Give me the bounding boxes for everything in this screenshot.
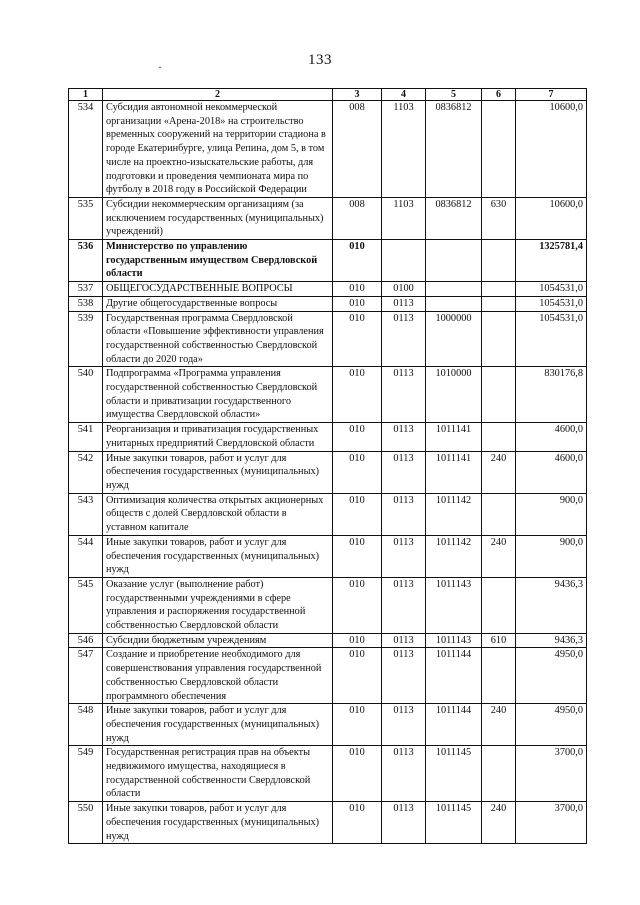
table-row (69, 746, 587, 802)
header-col-4: 4 (382, 89, 426, 101)
row-amount-cell: 4600,0 (516, 451, 587, 493)
header-col-2: 2 (103, 89, 333, 101)
row-section-code-cell: 0100 (382, 282, 426, 297)
row-section-code-cell: 0113 (382, 535, 426, 577)
header-col-5: 5 (426, 89, 482, 101)
row-target-article-cell: 1000000 (426, 311, 482, 367)
row-name-cell: Субсидия автономной некоммерческой организации «Арена-2018» на строительство временных сооружений на территории стадиона в городе Екатеринбурге, улица Репина, дом 5, в том числе на проектно-изыскательские работы, для подготовки и проведения чемпионата мира по футболу в 2018 году в Российской Федерации (103, 101, 333, 198)
row-name-cell: Субсидии некоммерческим организациям (за исключением государственных (муниципальных) учреждений) (103, 197, 333, 239)
row-number-cell: 546 (69, 633, 103, 648)
row-ministry-code-cell: 008 (333, 101, 382, 198)
row-expense-type-cell (482, 648, 516, 704)
row-number-cell: 536 (69, 240, 103, 282)
row-ministry-code-cell: 010 (333, 423, 382, 451)
row-name-cell: Подпрограмма «Программа управления государственной собственностью Свердловской области и приватизации государственного имущества Свердловской области» (103, 367, 333, 423)
row-target-article-cell (426, 296, 482, 311)
row-name-cell: Иные закупки товаров, работ и услуг для обеспечения государственных (муниципальных) нужд (103, 802, 333, 844)
row-amount-cell: 4950,0 (516, 648, 587, 704)
row-amount-cell: 1325781,4 (516, 240, 587, 282)
row-name-cell: Министерство по управлению государственным имуществом Свердловской области (103, 240, 333, 282)
row-expense-type-cell: 240 (482, 535, 516, 577)
header-col-1: 1 (69, 89, 103, 101)
row-amount-cell: 3700,0 (516, 802, 587, 844)
table-row (69, 240, 587, 282)
row-number-cell: 535 (69, 197, 103, 239)
row-name-cell: Иные закупки товаров, работ и услуг для обеспечения государственных (муниципальных) нужд (103, 704, 333, 746)
table-row (69, 493, 587, 535)
row-number-cell: 545 (69, 577, 103, 633)
row-number-cell: 537 (69, 282, 103, 297)
row-ministry-code-cell: 010 (333, 311, 382, 367)
row-name-cell: Иные закупки товаров, работ и услуг для обеспечения государственных (муниципальных) нужд (103, 535, 333, 577)
row-ministry-code-cell: 010 (333, 367, 382, 423)
row-expense-type-cell (482, 577, 516, 633)
row-name-cell: Реорганизация и приватизация государственных унитарных предприятий Свердловской области (103, 423, 333, 451)
row-amount-cell: 900,0 (516, 493, 587, 535)
table-row (69, 648, 587, 704)
row-amount-cell: 900,0 (516, 535, 587, 577)
row-expense-type-cell (482, 296, 516, 311)
table-row (69, 311, 587, 367)
row-number-cell: 548 (69, 704, 103, 746)
row-ministry-code-cell: 010 (333, 704, 382, 746)
row-section-code-cell: 0113 (382, 633, 426, 648)
table-row (69, 423, 587, 451)
row-target-article-cell: 1011145 (426, 746, 482, 802)
row-section-code-cell: 0113 (382, 451, 426, 493)
row-number-cell: 547 (69, 648, 103, 704)
row-section-code-cell: 1103 (382, 197, 426, 239)
row-section-code-cell: 0113 (382, 648, 426, 704)
row-section-code-cell: 0113 (382, 296, 426, 311)
row-section-code-cell: 1103 (382, 101, 426, 198)
row-expense-type-cell (482, 367, 516, 423)
row-number-cell: 534 (69, 101, 103, 198)
row-target-article-cell: 0836812 (426, 101, 482, 198)
header-col-6: 6 (482, 89, 516, 101)
row-ministry-code-cell: 010 (333, 296, 382, 311)
row-number-cell: 538 (69, 296, 103, 311)
row-ministry-code-cell: 010 (333, 282, 382, 297)
budget-table (68, 88, 587, 844)
header-col-3: 3 (333, 89, 382, 101)
row-expense-type-cell (482, 282, 516, 297)
row-target-article-cell (426, 282, 482, 297)
row-ministry-code-cell: 010 (333, 535, 382, 577)
row-target-article-cell: 1011141 (426, 451, 482, 493)
row-number-cell: 544 (69, 535, 103, 577)
row-section-code-cell: 0113 (382, 493, 426, 535)
table-row (69, 451, 587, 493)
row-name-cell: Иные закупки товаров, работ и услуг для обеспечения государственных (муниципальных) нужд (103, 451, 333, 493)
row-name-cell: Субсидии бюджетным учреждениям (103, 633, 333, 648)
row-expense-type-cell: 240 (482, 704, 516, 746)
row-number-cell: 541 (69, 423, 103, 451)
row-section-code-cell: 0113 (382, 311, 426, 367)
row-section-code-cell: 0113 (382, 704, 426, 746)
table-row (69, 101, 587, 198)
row-name-cell: Создание и приобретение необходимого для совершенствования управления государственной собственностью Свердловской области программного обеспечения (103, 648, 333, 704)
table-row (69, 535, 587, 577)
row-section-code-cell: 0113 (382, 423, 426, 451)
row-ministry-code-cell: 010 (333, 633, 382, 648)
table-row (69, 802, 587, 844)
row-amount-cell: 9436,3 (516, 577, 587, 633)
row-target-article-cell: 1011142 (426, 535, 482, 577)
header-row (69, 89, 587, 101)
row-expense-type-cell: 610 (482, 633, 516, 648)
row-name-cell: Оптимизация количества открытых акционерных обществ с долей Свердловской области в уставном капитале (103, 493, 333, 535)
row-amount-cell: 4600,0 (516, 423, 587, 451)
row-target-article-cell: 1010000 (426, 367, 482, 423)
row-amount-cell: 1054531,0 (516, 311, 587, 367)
row-amount-cell: 1054531,0 (516, 282, 587, 297)
stray-dot-mark: · (158, 60, 162, 74)
row-name-cell: Оказание услуг (выполнение работ) государственными учреждениями в сфере управления и распоряжения государственной собственностью Свердловской области (103, 577, 333, 633)
row-number-cell: 543 (69, 493, 103, 535)
row-amount-cell: 10600,0 (516, 197, 587, 239)
row-target-article-cell: 1011142 (426, 493, 482, 535)
row-number-cell: 550 (69, 802, 103, 844)
row-ministry-code-cell: 010 (333, 802, 382, 844)
row-ministry-code-cell: 008 (333, 197, 382, 239)
row-amount-cell: 1054531,0 (516, 296, 587, 311)
table-body (69, 101, 587, 844)
row-expense-type-cell: 240 (482, 451, 516, 493)
row-expense-type-cell (482, 746, 516, 802)
row-target-article-cell (426, 240, 482, 282)
row-ministry-code-cell: 010 (333, 746, 382, 802)
row-ministry-code-cell: 010 (333, 240, 382, 282)
table-row (69, 367, 587, 423)
row-amount-cell: 9436,3 (516, 633, 587, 648)
row-name-cell: Государственная программа Свердловской области «Повышение эффективности управления государственной собственностью Свердловской области до 2020 года» (103, 311, 333, 367)
row-number-cell: 539 (69, 311, 103, 367)
row-expense-type-cell (482, 311, 516, 367)
row-expense-type-cell (482, 423, 516, 451)
row-section-code-cell: 0113 (382, 577, 426, 633)
table-row (69, 197, 587, 239)
row-expense-type-cell (482, 493, 516, 535)
row-section-code-cell (382, 240, 426, 282)
row-target-article-cell: 1011141 (426, 423, 482, 451)
row-amount-cell: 3700,0 (516, 746, 587, 802)
row-name-cell: Другие общегосударственные вопросы (103, 296, 333, 311)
row-name-cell: Государственная регистрация прав на объекты недвижимого имущества, находящиеся в государственной собственности Свердловской области (103, 746, 333, 802)
row-target-article-cell: 0836812 (426, 197, 482, 239)
table-row (69, 296, 587, 311)
header-col-7: 7 (516, 89, 587, 101)
row-expense-type-cell (482, 240, 516, 282)
row-section-code-cell: 0113 (382, 746, 426, 802)
row-target-article-cell: 1011143 (426, 577, 482, 633)
row-expense-type-cell: 630 (482, 197, 516, 239)
row-target-article-cell: 1011144 (426, 648, 482, 704)
row-number-cell: 549 (69, 746, 103, 802)
row-expense-type-cell (482, 101, 516, 198)
table-row (69, 633, 587, 648)
table-row (69, 282, 587, 297)
row-amount-cell: 830176,8 (516, 367, 587, 423)
row-number-cell: 540 (69, 367, 103, 423)
row-target-article-cell: 1011143 (426, 633, 482, 648)
row-section-code-cell: 0113 (382, 802, 426, 844)
page-number: 133 (308, 52, 332, 68)
row-amount-cell: 4950,0 (516, 704, 587, 746)
row-expense-type-cell: 240 (482, 802, 516, 844)
table-row (69, 577, 587, 633)
row-name-cell: ОБЩЕГОСУДАРСТВЕННЫЕ ВОПРОСЫ (103, 282, 333, 297)
row-amount-cell: 10600,0 (516, 101, 587, 198)
row-section-code-cell: 0113 (382, 367, 426, 423)
row-ministry-code-cell: 010 (333, 577, 382, 633)
row-ministry-code-cell: 010 (333, 451, 382, 493)
row-number-cell: 542 (69, 451, 103, 493)
table-row (69, 704, 587, 746)
row-target-article-cell: 1011144 (426, 704, 482, 746)
row-ministry-code-cell: 010 (333, 493, 382, 535)
row-ministry-code-cell: 010 (333, 648, 382, 704)
row-target-article-cell: 1011145 (426, 802, 482, 844)
